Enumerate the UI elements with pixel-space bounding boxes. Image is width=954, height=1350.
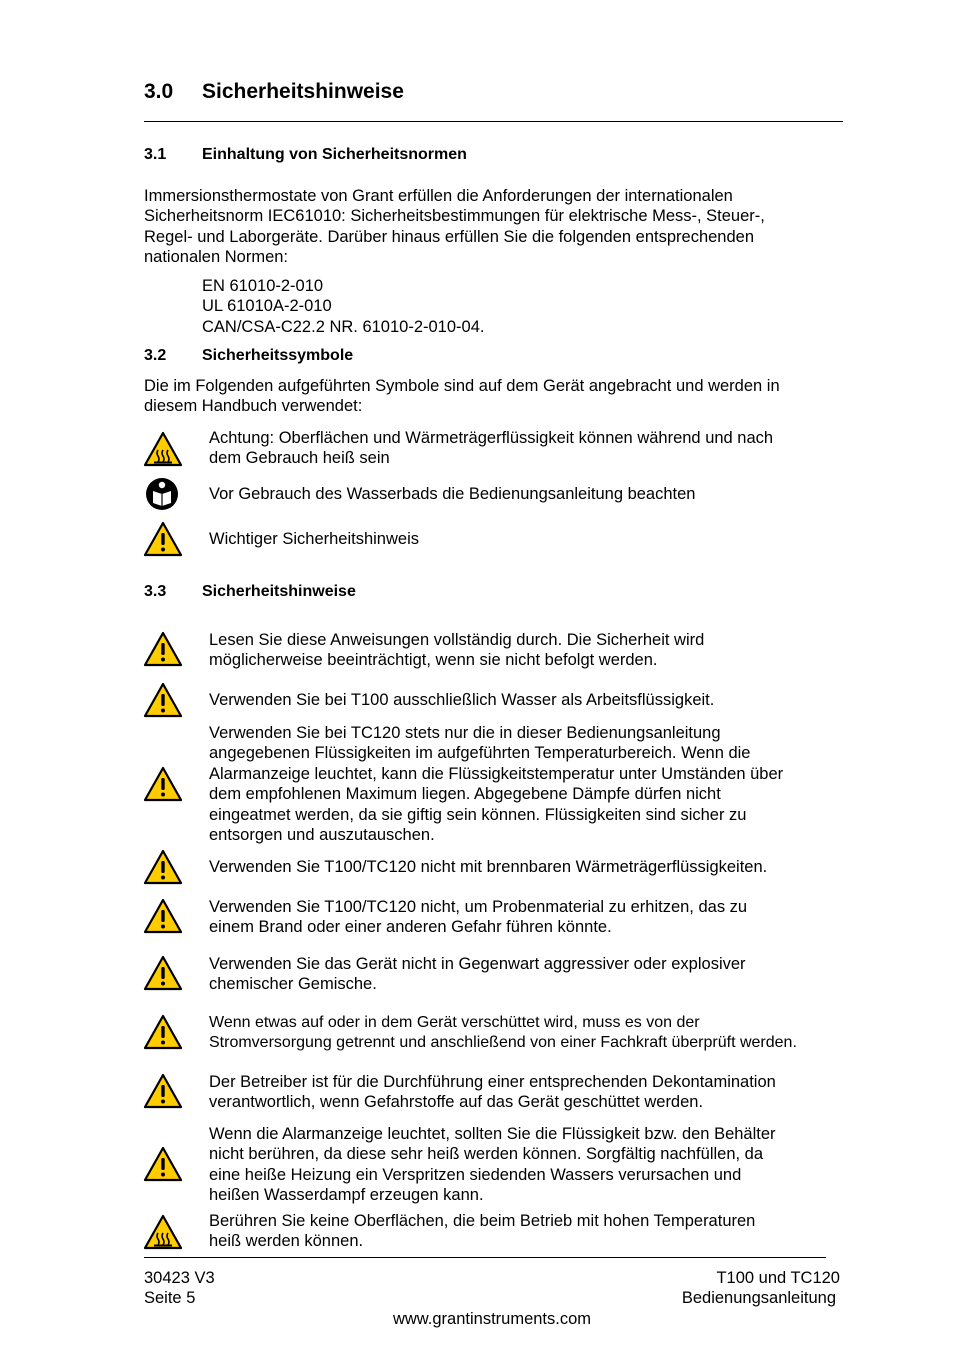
hot-surface-icon <box>143 431 183 467</box>
warning-icon <box>143 1014 183 1050</box>
footer-website-link[interactable]: www.grantinstruments.com <box>392 1310 592 1328</box>
safety-notice <box>209 857 767 877</box>
norms-list <box>202 276 484 337</box>
safety-notice <box>209 954 746 995</box>
subsection-title-3-2: Sicherheitssymbole <box>202 347 354 364</box>
notice-line: Alarmanzeige leuchtet, kann die Flüssigkeitstemperatur unter Umständen über <box>209 764 784 783</box>
symbol-description <box>209 484 695 504</box>
notice-line: Verwenden Sie T100/TC120 nicht mit brennbaren Wärmeträgerflüssigkeiten. <box>209 858 768 876</box>
notice-line: entsorgen und auszutauschen. <box>209 826 435 845</box>
safety-notice <box>209 1124 776 1206</box>
footer-page-number: Seite 5 <box>144 1289 196 1307</box>
notice-line: eine heiße Heizung ein Verspritzen siedenden Wassers verursachen und <box>209 1165 742 1184</box>
notice-line: Stromversorgung getrennt und anschließend von einer Fachkraft überprüft werden. <box>209 1034 797 1052</box>
title-rule <box>144 121 843 122</box>
safety-notice <box>209 897 747 938</box>
notice-line: Verwenden Sie bei TC120 stets nur die in dieser Bedienungsanleitung <box>209 724 721 742</box>
norm-item: UL 61010A-2-010 <box>202 297 332 316</box>
warning-icon <box>143 849 183 885</box>
notice-line: Berühren Sie keine Oberflächen, die beim Betrieb mit hohen Temperaturen <box>209 1212 756 1230</box>
symbol-line: dem Gebrauch heiß sein <box>209 449 390 468</box>
subsection-number-3-2: 3.2 <box>144 347 167 364</box>
notice-line: möglicherweise beeinträchtigt, wenn sie nicht befolgt werden. <box>209 651 658 670</box>
subsection-number-3-3: 3.3 <box>144 583 167 600</box>
norm-item: EN 61010-2-010 <box>202 277 324 295</box>
section-number: 3.0 <box>144 80 174 103</box>
paragraph-line: nationalen Normen: <box>144 248 289 267</box>
notice-line: angegebenen Flüssigkeiten im aufgeführten Temperaturbereich. Wenn die <box>209 744 751 763</box>
warning-icon <box>143 1146 183 1182</box>
footer-doc-number: 30423 V3 <box>144 1269 215 1287</box>
symbols-intro <box>144 376 780 417</box>
read-manual-icon <box>141 476 181 512</box>
hot-surface-icon <box>143 1214 183 1250</box>
warning-icon <box>143 521 183 557</box>
subsection-title-3-3: Sicherheitshinweise <box>202 583 356 600</box>
paragraph-line: Sicherheitsnorm IEC61010: Sicherheitsbestimmungen für elektrische Mess-, Steuer-, <box>144 207 765 226</box>
notice-line: Wenn die Alarmanzeige leuchtet, sollten Sie die Flüssigkeit bzw. den Behälter <box>209 1125 776 1143</box>
symbol-line: Achtung: Oberflächen und Wärmeträgerflüssigkeit können während und nach <box>209 429 774 447</box>
safety-notice <box>209 690 714 710</box>
notice-line: heißen Wasserdampf erzeugen kann. <box>209 1186 484 1205</box>
notice-line: heiß werden können. <box>209 1232 364 1251</box>
page-title: Sicherheitshinweise <box>202 80 404 103</box>
warning-icon <box>143 682 183 718</box>
notice-line: nicht berühren, da diese sehr heiß werden können. Sorgfältig nachfüllen, da <box>209 1145 764 1164</box>
footer-rule <box>144 1257 826 1258</box>
symbol-description <box>209 428 773 469</box>
warning-icon <box>143 766 183 802</box>
notice-line: Lesen Sie diese Anweisungen vollständig durch. Die Sicherheit wird <box>209 631 705 649</box>
safety-notice <box>209 1211 755 1252</box>
notice-line: eingeatmet werden, da sie giftig sein können. Flüssigkeiten sind sicher zu <box>209 805 747 824</box>
norm-item: CAN/CSA-C22.2 NR. 61010-2-010-04. <box>202 317 485 336</box>
symbol-line: Wichtiger Sicherheitshinweis <box>209 530 419 548</box>
safety-notice <box>209 1072 776 1113</box>
paragraph-line: Immersionsthermostate von Grant erfüllen die Anforderungen der internationalen <box>144 187 733 205</box>
safety-notice <box>209 723 783 845</box>
footer-product: T100 und TC120 <box>716 1269 840 1287</box>
warning-icon <box>143 898 183 934</box>
notice-line: chemischer Gemische. <box>209 975 377 994</box>
notice-line: Der Betreiber ist für die Durchführung einer entsprechenden Dekontamination <box>209 1073 776 1091</box>
subsection-number-3-1: 3.1 <box>144 146 167 163</box>
paragraph-line: Die im Folgenden aufgeführten Symbole sind auf dem Gerät angebracht und werden in <box>144 377 780 395</box>
notice-line: Wenn etwas auf oder in dem Gerät verschüttet wird, muss es von der <box>209 1014 700 1031</box>
paragraph-line: diesem Handbuch verwendet: <box>144 397 363 416</box>
footer-manual: Bedienungsanleitung <box>681 1289 836 1307</box>
notice-line: Verwenden Sie das Gerät nicht in Gegenwart aggressiver oder explosiver <box>209 955 746 973</box>
warning-icon <box>143 1073 183 1109</box>
notice-line: verantwortlich, wenn Gefahrstoffe auf das Gerät geschüttet werden. <box>209 1093 704 1112</box>
paragraph-line: Regel- und Laborgeräte. Darüber hinaus erfüllen Sie die folgenden entsprechenden <box>144 227 755 246</box>
notice-line: dem empfohlenen Maximum liegen. Abgegebene Dämpfe dürfen nicht <box>209 785 721 804</box>
notice-line: Verwenden Sie T100/TC120 nicht, um Probenmaterial zu erhitzen, das zu <box>209 898 748 916</box>
subsection-title-3-1: Einhaltung von Sicherheitsnormen <box>202 146 467 163</box>
notice-line: Verwenden Sie bei T100 ausschließlich Wasser als Arbeitsflüssigkeit. <box>209 691 715 709</box>
symbol-description <box>209 529 419 549</box>
warning-icon <box>143 955 183 991</box>
warning-icon <box>143 631 183 667</box>
safety-notice <box>209 1013 797 1054</box>
safety-notice <box>209 630 704 671</box>
compliance-paragraph <box>144 186 765 268</box>
notice-line: einem Brand oder einer anderen Gefahr führen könnte. <box>209 918 612 937</box>
symbol-line: Vor Gebrauch des Wasserbads die Bedienungsanleitung beachten <box>209 485 696 503</box>
